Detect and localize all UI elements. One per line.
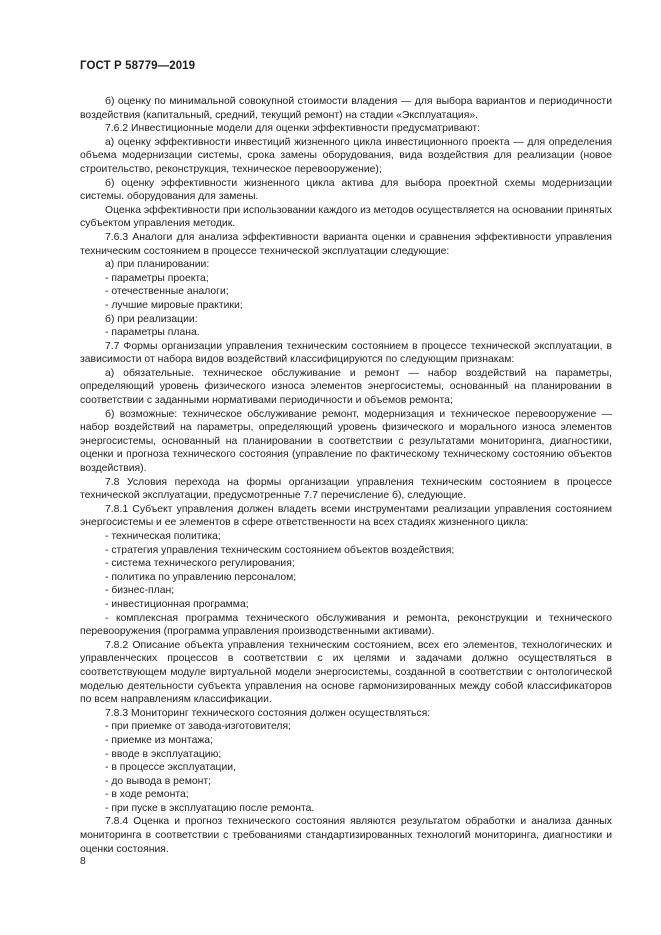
list-item: - стратегия управления техническим состоянием объектов воздействия; [105, 544, 455, 556]
list-item: - приемке из монтажа; [105, 734, 213, 746]
paragraph: 7.8.1 Субъект управления должен владеть всеми инструментами реализации управления состоянием энергосистемы и ее элементов в сфере ответственности на всех стадиях жизненного цикла: [80, 503, 612, 529]
paragraph: - комплексная программа технического обслуживания и ремонта, реконструкции и технического перевооружения (программа управления производственными активами). [80, 612, 612, 638]
paragraph: 7.8.2 Описание объекта управления техническим состоянием, всех его элементов, технологических и управленческих процессов в соответствии с их целями и задачами должно осуществляться в соответствующем модуле виртуальной модели энергосистемы, созданной в соответствии с онтологической моделью деятельности субъекта управления на основе гармонизированных между собой классификаторов по всем направлениям классификации. [80, 639, 612, 706]
list-item: - бизнес-план; [105, 585, 175, 597]
paragraph: 7.8.4 Оценка и прогноз технического состояния являются результатом обработки и анализа данных мониторинга в соответствии с требованиями стандартизированных технологий мониторинга, диагностики и оценки состояния. [80, 816, 612, 855]
paragraph: а) оценку эффективности инвестиций жизненного цикла инвестиционного проекта — для определения объема модернизации системы, срока замены оборудования, вида воздействия для реализации (новое строительство, реконструкция, техническое перевооружение); [80, 136, 612, 175]
list-item: - при пуске в эксплуатацию после ремонта. [105, 802, 315, 814]
list-item: - лучшие мировые практики; [105, 299, 243, 311]
document-header: ГОСТ Р 58779—2019 [80, 60, 196, 72]
list-item: - параметры плана. [105, 327, 200, 339]
paragraph: а) обязательные. техническое обслуживание и ремонт — набор воздействий на параметры, определяющий уровень физического износа элементов энергосистемы, основанный на планировании в соответствии с заданными нормативами периодичности и объемов ремонта; [80, 367, 612, 407]
list-item: - в ходе ремонта; [105, 789, 189, 801]
paragraph: 7.6.3 Аналоги для анализа эффективности варианта оценки и сравнения эффективности управления техническим состоянием в процессе технической эксплуатации следующие: [80, 231, 612, 257]
list-item: - при приемке от завода-изготовителя; [105, 721, 291, 733]
paragraph: 7.6.2 Инвестиционные модели для оценки эффективности предусматривают: [105, 123, 481, 135]
document-body [80, 95, 612, 856]
paragraph: 7.8 Условия перехода на формы организации управления техническим состоянием в процессе технической эксплуатации, предусмотренные 7.7 перечисление б), следующие. [80, 476, 612, 502]
paragraph: 7.8.3 Мониторинг технического состояния должен осуществляться: [105, 707, 431, 719]
paragraph: 7.7 Формы организации управления техническим состоянием в процессе технической эксплуатации, в зависимости от набора видов воздействий классифицируются по следующим признакам: [80, 340, 612, 366]
paragraph: Оценка эффективности при использовании каждого из методов осуществляется на основании принятых субъектом управления методик. [80, 204, 612, 230]
list-item: - политика по управлению персоналом; [105, 571, 297, 583]
list-item: - вводе в эксплуатацию; [105, 748, 222, 760]
list-item: - техническая политика; [105, 531, 221, 542]
list-item: - параметры проекта; [105, 272, 209, 284]
list-item: - до вывода в ремонт; [105, 775, 212, 787]
list-item: б) при реализации: [105, 313, 198, 325]
list-item: - в процессе эксплуатации, [105, 762, 236, 774]
list-item: а) при планировании: [105, 259, 210, 271]
page-number: 8 [80, 856, 86, 867]
paragraph: б) возможные: техническое обслуживание ремонт, модернизация и техническое перевооружение — набор воздействий на параметры, определяющий уровень физического и морального износа элементов энергосистемы, основанный на планировании в соответствии с результатами мониторинга, диагностики, оценки и прогноза технического состояния (управление по фактическому техническому состоянию объектов воздействия). [80, 408, 612, 475]
list-item: - отечественные аналоги; [105, 286, 229, 298]
paragraph: б) оценку эффективности жизненного цикла актива для выбора проектной схемы модернизации системы. оборудования для замены. [80, 177, 612, 203]
list-item: - система технического регулирования; [105, 558, 295, 570]
paragraph: б) оценку по минимальной совокупной стоимости владения — для выбора вариантов и периодичности воздействия (капитальный, средний, текущий ремонт) на стадии «Эксплуатация». [80, 96, 612, 121]
list-item: - инвестиционная программа; [105, 598, 249, 610]
